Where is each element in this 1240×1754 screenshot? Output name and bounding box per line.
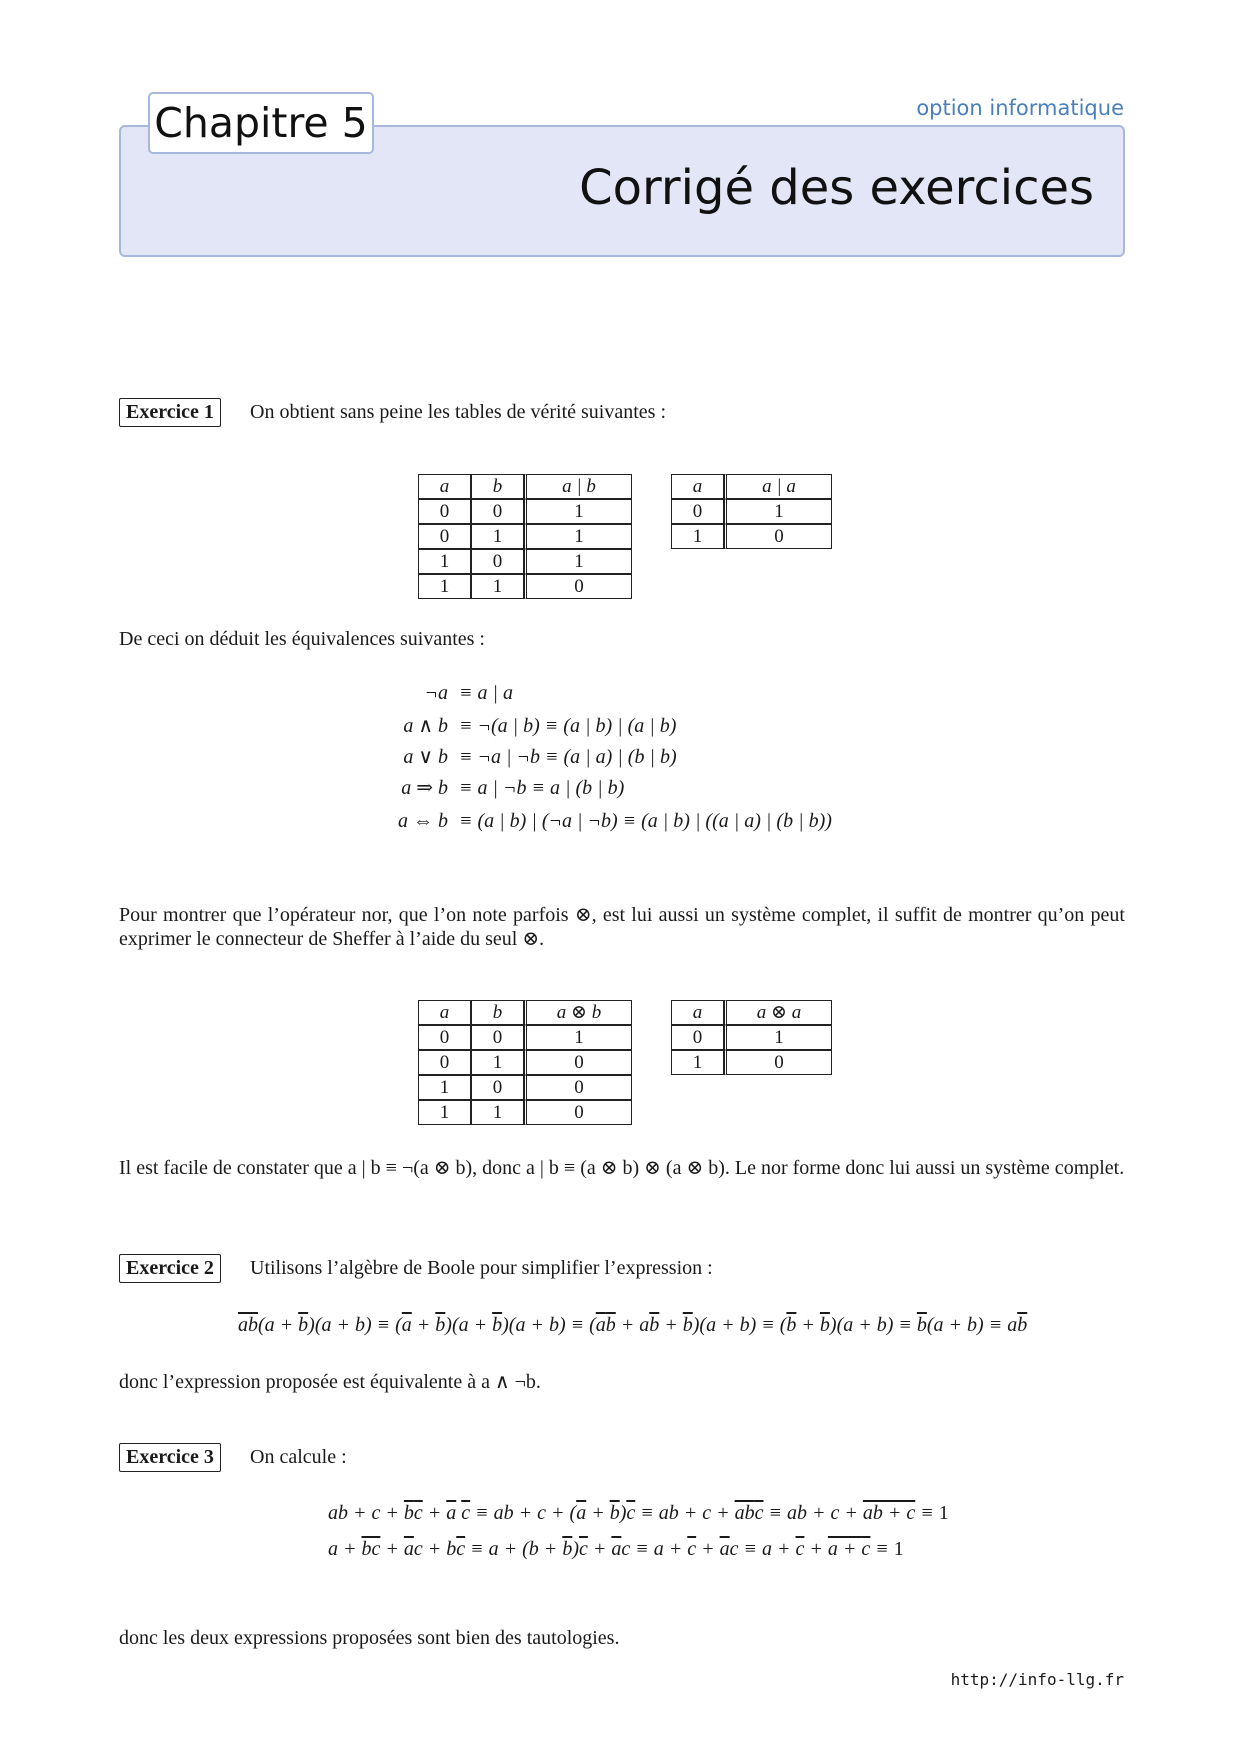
table-cell: 0 <box>524 574 632 599</box>
table-cell: 1 <box>524 524 632 549</box>
course-option-label: option informatique <box>916 96 1124 120</box>
table-cell: 0 <box>418 1025 471 1050</box>
table-cell: 1 <box>724 1025 832 1050</box>
table-row <box>418 1100 632 1125</box>
table-cell: 0 <box>418 499 471 524</box>
equivalence-rhs: ≡ ¬(a | b) ≡ (a | b) | (a | b) <box>459 715 677 737</box>
truth-table-sheffer <box>418 474 632 599</box>
table-row <box>418 574 632 599</box>
footer-url[interactable]: http://info-llg.fr <box>950 1670 1124 1689</box>
table-cell: 0 <box>671 499 724 524</box>
table-header: b <box>471 474 524 499</box>
table-header: a ⊗ a <box>724 1000 832 1025</box>
table-cell: 1 <box>524 1025 632 1050</box>
table-header: a | b <box>524 474 632 499</box>
table-cell: 1 <box>671 524 724 549</box>
equivalence-line <box>300 810 832 833</box>
nor-conclusion: Il est facile de constater que a | b ≡ ¬(a ⊗ b), donc a | b ≡ (a ⊗ b) ⊗ (a ⊗ b). Le nor forme donc lui aussi un système complet. <box>119 1157 1125 1179</box>
table-cell: 1 <box>471 574 524 599</box>
equivalence-line <box>300 713 676 738</box>
truth-table-nor <box>418 1000 632 1125</box>
equivalence-lhs: ¬a <box>424 682 448 704</box>
table-cell: 0 <box>724 524 832 549</box>
chapter-number: Chapitre 5 <box>148 92 374 154</box>
table-row <box>671 524 832 549</box>
table-cell: 0 <box>471 499 524 524</box>
table-cell: 0 <box>524 1050 632 1075</box>
exercise-1-intro: On obtient sans peine les tables de vérité suivantes : <box>250 401 667 423</box>
table-cell: 1 <box>471 1050 524 1075</box>
table-cell: 1 <box>524 549 632 574</box>
table-cell: 0 <box>418 524 471 549</box>
table-row <box>671 499 832 524</box>
table-header: b <box>471 1000 524 1025</box>
table-header: a <box>418 1000 471 1025</box>
exercise-3-conclusion: donc les deux expressions proposées sont bien des tautologies. <box>119 1627 620 1649</box>
table-cell: 1 <box>418 574 471 599</box>
deduce-text: De ceci on déduit les équivalences suivantes : <box>119 628 485 650</box>
table-row <box>671 1025 832 1050</box>
equivalence-lhs: a ⇒ b <box>401 777 448 799</box>
equivalence-lhs: a ∨ b <box>403 746 448 768</box>
table-header: a <box>671 1000 724 1025</box>
table-row <box>418 549 632 574</box>
boolean-simplification: $\overline{ab}(a + \overline{b})(a + b) \equiv (\overline{a} + \overline{b})(a + \overline{b})(a + b) \equiv (\overline{a}\overline{b} + a\overline{b} + \overline{b})(a + b) \equiv (\overline{b} + \overline{b})(a + b) \equiv \overline{b}(a + b) \equiv a\overline{b}$ <box>238 1314 1028 1336</box>
table-cell: 1 <box>471 1100 524 1125</box>
equivalence-line <box>300 775 624 800</box>
table-cell: 1 <box>471 524 524 549</box>
table-row <box>418 1075 632 1100</box>
table-row <box>418 1025 632 1050</box>
truth-table-sheffer-self <box>671 474 832 549</box>
exercise-2-conclusion: donc l’expression proposée est équivalente à a ∧ ¬b. <box>119 1371 541 1393</box>
table-cell: 0 <box>724 1050 832 1075</box>
truth-table-nor-self <box>671 1000 832 1075</box>
table-cell: 1 <box>418 1100 471 1125</box>
table-header: a ⊗ b <box>524 1000 632 1025</box>
table-cell: 0 <box>471 1075 524 1100</box>
equivalence-line <box>300 682 513 705</box>
table-cell: 0 <box>418 1050 471 1075</box>
table-row <box>418 499 632 524</box>
table-row <box>418 524 632 549</box>
table-cell: 0 <box>471 1025 524 1050</box>
table-header: a <box>418 474 471 499</box>
table-cell: 1 <box>671 1050 724 1075</box>
equivalence-rhs: ≡ a | a <box>459 682 513 704</box>
exercise-1-label: Exercice 1 <box>119 398 221 427</box>
table-cell: 0 <box>524 1075 632 1100</box>
equivalence-rhs: ≡ (a | b) | (¬a | ¬b) ≡ (a | b) | ((a | a) | (b | b)) <box>459 810 832 832</box>
table-cell: 1 <box>418 549 471 574</box>
equivalence-rhs: ≡ ¬a | ¬b ≡ (a | a) | (b | b) <box>459 746 677 768</box>
table-header: a <box>671 474 724 499</box>
table-cell: 1 <box>524 499 632 524</box>
equivalence-rhs: ≡ a | ¬b ≡ a | (b | b) <box>459 777 625 799</box>
equivalence-lhs: a ∧ b <box>403 715 448 737</box>
equivalence-line <box>300 744 677 769</box>
exercise-2-intro: Utilisons l’algèbre de Boole pour simplifier l’expression : <box>250 1257 713 1279</box>
table-row <box>418 1050 632 1075</box>
tautology-equation: ab + $c + \overline{b}\overline{c} + \overline{a}$ $\overline{c}$ ≡ ab + $c + (\overline{a} + \overline{b})\overline{c}$ ≡ ab + $c + \overline{ab}\overline{c}$ ≡ ab + c + ab + c ≡ 1 <box>328 1502 949 1524</box>
table-cell: 0 <box>524 1100 632 1125</box>
exercise-3-label: Exercice 3 <box>119 1443 221 1472</box>
chapter-title: Corrigé des exercices <box>579 160 1094 216</box>
tautology-equation: $a + \overline{b}\overline{c} + \overline{a}c + b\overline{c} \equiv a + (b + \overline{b})\overline{c} + \overline{a}c \equiv a + \overline{c} + \overline{a}c \equiv a + \overline{c} + a + c \equiv 1$ <box>328 1538 904 1560</box>
equivalence-lhs: a ⇔ b <box>398 810 448 832</box>
table-cell: 0 <box>471 549 524 574</box>
table-row <box>671 1050 832 1075</box>
table-cell: 0 <box>671 1025 724 1050</box>
nor-paragraph: Pour montrer que l’opérateur nor, que l’on note parfois ⊗, est lui aussi un système complet, il suffit de montrer qu’on peut exprimer le connecteur de Sheffer à l’aide du seul ⊗. <box>119 904 1125 950</box>
exercise-3-intro: On calcule : <box>250 1446 347 1468</box>
table-header: a | a <box>724 474 832 499</box>
table-cell: 1 <box>418 1075 471 1100</box>
exercise-2-label: Exercice 2 <box>119 1254 221 1283</box>
table-cell: 1 <box>724 499 832 524</box>
